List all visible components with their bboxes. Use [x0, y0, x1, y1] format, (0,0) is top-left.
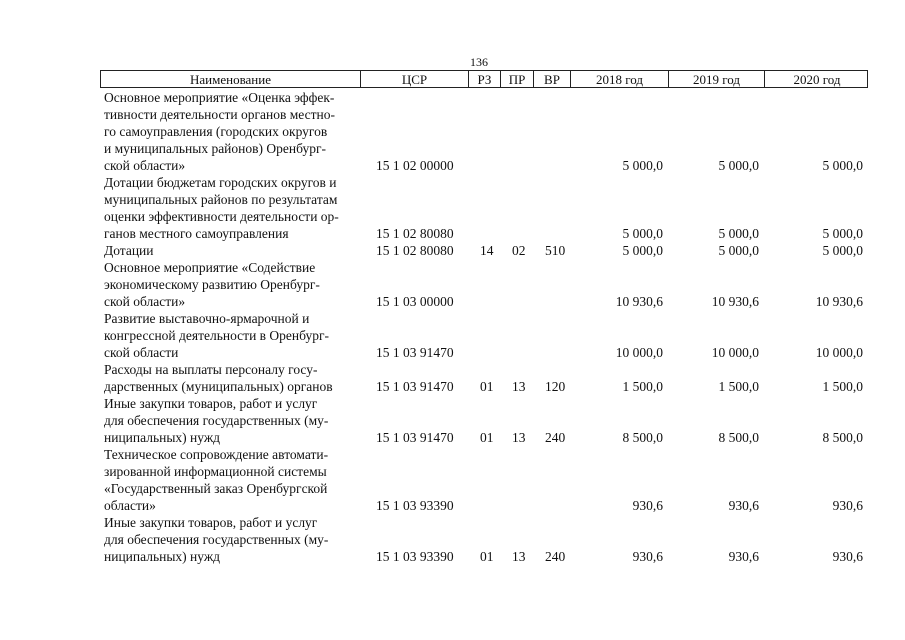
- row-pr: 13: [512, 430, 526, 445]
- row-2020: 8 500,0: [822, 430, 863, 445]
- row-vr: 240: [545, 549, 566, 564]
- row-rz: 01: [480, 379, 494, 394]
- row-2019: 930,6: [728, 498, 759, 513]
- row-values: [0, 548, 905, 565]
- row-name: Расходы на выплаты персоналу госу- дарственных (муниципальных) органов: [104, 362, 333, 394]
- row-2020: 10 930,6: [815, 294, 863, 309]
- row-name: Иные закупки товаров, работ и услуг для обеспечения государственных (му- ниципальных) нужд: [104, 396, 329, 445]
- header-csr: ЦСР: [361, 71, 469, 87]
- row-values: [0, 378, 905, 395]
- header-name: Наименование: [101, 71, 361, 87]
- row-name: Техническое сопровождение автомати- зированной информационной системы «Государственный заказ Оренбургской области»: [104, 447, 329, 513]
- row-csr: 15 1 03 91470: [376, 379, 454, 394]
- row-2020: 1 500,0: [822, 379, 863, 394]
- row-csr: 15 1 02 00000: [376, 158, 454, 173]
- row-2018: 5 000,0: [622, 158, 663, 173]
- row-pr: 13: [512, 549, 526, 564]
- row-2020: 930,6: [832, 498, 863, 513]
- row-name: Основное мероприятие «Содействие экономическому развитию Оренбург- ской области»: [104, 260, 320, 309]
- row-csr: 15 1 03 93390: [376, 498, 454, 513]
- row-rz: 14: [480, 243, 494, 258]
- row-2019: 5 000,0: [718, 158, 759, 173]
- row-2018: 10 000,0: [615, 345, 663, 360]
- row-vr: 120: [545, 379, 566, 394]
- row-2020: 5 000,0: [822, 243, 863, 258]
- row-name: Основное мероприятие «Оценка эффек- тивности деятельности органов местно- го самоуправления (городских округов и муниципальных районов) Оренбург- ской области»: [104, 90, 335, 173]
- row-2020: 930,6: [832, 549, 863, 564]
- row-csr: 15 1 02 80080: [376, 243, 454, 258]
- row-csr: 15 1 03 93390: [376, 549, 454, 564]
- row-2020: 10 000,0: [815, 345, 863, 360]
- row-2019: 10 930,6: [711, 294, 759, 309]
- row-values: [0, 429, 905, 446]
- row-2019: 930,6: [728, 549, 759, 564]
- row-csr: 15 1 02 80080: [376, 226, 454, 241]
- row-rz: 01: [480, 549, 494, 564]
- row-2018: 8 500,0: [622, 430, 663, 445]
- header-2018: 2018 год: [571, 71, 669, 87]
- row-2018: 10 930,6: [615, 294, 663, 309]
- header-vr: ВР: [534, 71, 571, 87]
- row-name: Иные закупки товаров, работ и услуг для обеспечения государственных (му- ниципальных) нужд: [104, 515, 329, 564]
- row-values: [0, 157, 905, 174]
- row-values: [0, 242, 905, 259]
- row-values: [0, 225, 905, 242]
- row-2019: 1 500,0: [718, 379, 759, 394]
- row-2018: 930,6: [632, 498, 663, 513]
- row-csr: 15 1 03 91470: [376, 345, 454, 360]
- row-name: Дотации: [104, 243, 154, 258]
- row-pr: 02: [512, 243, 526, 258]
- row-2020: 5 000,0: [822, 226, 863, 241]
- row-vr: 240: [545, 430, 566, 445]
- row-values: [0, 497, 905, 514]
- row-2019: 5 000,0: [718, 243, 759, 258]
- row-2020: 5 000,0: [822, 158, 863, 173]
- row-2018: 5 000,0: [622, 226, 663, 241]
- row-vr: 510: [545, 243, 566, 258]
- header-2019: 2019 год: [669, 71, 765, 87]
- row-2019: 8 500,0: [718, 430, 759, 445]
- row-csr: 15 1 03 91470: [376, 430, 454, 445]
- row-values: [0, 344, 905, 361]
- row-2019: 5 000,0: [718, 226, 759, 241]
- row-2018: 5 000,0: [622, 243, 663, 258]
- table-header: [100, 70, 868, 88]
- header-2020: 2020 год: [793, 72, 841, 87]
- row-2019: 10 000,0: [711, 345, 759, 360]
- header-pr: ПР: [501, 71, 534, 87]
- page-number: 136: [470, 55, 488, 69]
- row-rz: 01: [480, 430, 494, 445]
- row-name: Дотации бюджетам городских округов и муниципальных районов по результатам оценки эффективности деятельности ор- ганов местного самоуправления: [104, 175, 339, 241]
- row-name: Развитие выставочно-ярмарочной и конгрессной деятельности в Оренбург- ской области: [104, 311, 330, 360]
- row-pr: 13: [512, 379, 526, 394]
- row-2018: 930,6: [632, 549, 663, 564]
- header-rz: РЗ: [469, 71, 501, 87]
- row-values: [0, 293, 905, 310]
- row-csr: 15 1 03 00000: [376, 294, 454, 309]
- row-2018: 1 500,0: [622, 379, 663, 394]
